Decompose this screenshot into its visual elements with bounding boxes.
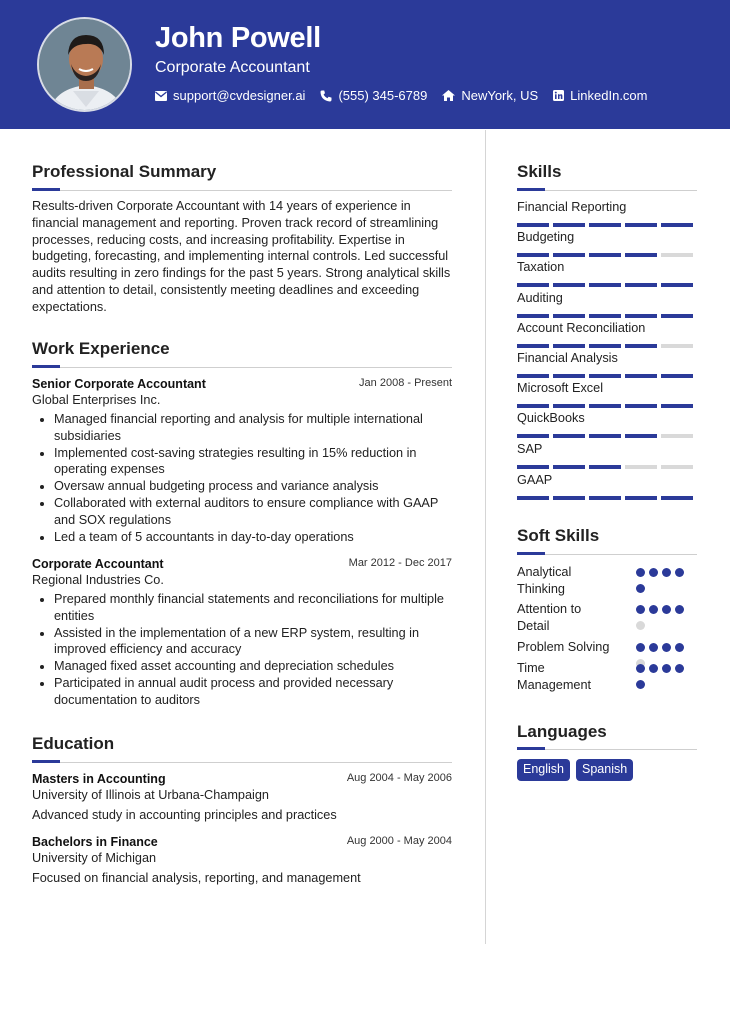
- education-description: Advanced study in accounting principles and practices: [32, 808, 337, 822]
- rating-dot-filled: [636, 605, 645, 614]
- job-entry: [32, 557, 452, 709]
- education-rule: [32, 762, 452, 763]
- contact-linkedin-text: LinkedIn.com: [570, 88, 648, 103]
- contact-email-text: support@cvdesigner.ai: [173, 88, 306, 103]
- skill-item: [517, 442, 697, 456]
- soft-skill-name: Time Management: [517, 661, 592, 692]
- skill-level-segment-filled: [661, 314, 693, 318]
- skill-level-segment-filled: [553, 223, 585, 227]
- skill-level-bar: [517, 344, 697, 348]
- job-company: Regional Industries Co.: [32, 573, 164, 587]
- job-date: Jan 2008 - Present: [359, 377, 452, 389]
- job-date: Mar 2012 - Dec 2017: [348, 557, 452, 569]
- skill-level-segment-filled: [661, 283, 693, 287]
- skill-level-segment-filled: [553, 404, 585, 408]
- summary-text: Results-driven Corporate Accountant with 14 years of experience in financial management and reporting. Proven track record of streamlining processes, reducing costs, and increasing profitability. Expertise in budgeting, forecasting, and implementing internal controls. Led successful audits resulting in zero findings for the past 5 years. Strong analytical skills and attention to detail, consistently meeting deadlines and exceeding expectations.: [32, 199, 451, 314]
- skill-item: [517, 321, 697, 335]
- rating-dot-filled: [636, 680, 645, 689]
- rating-dot-filled: [649, 605, 658, 614]
- skill-level-segment-empty: [661, 344, 693, 348]
- skill-level-segment-filled: [625, 496, 657, 500]
- contact-location: [442, 88, 538, 103]
- rating-dot-filled: [675, 605, 684, 614]
- rating-dot-filled: [662, 664, 671, 673]
- skill-name: SAP: [517, 442, 543, 456]
- education-entry: [32, 835, 452, 885]
- job-bullet: • Collaborated with external auditors to ensure compliance with GAAP and SOX regulations: [54, 495, 452, 529]
- candidate-name: John Powell: [155, 22, 321, 54]
- job-bullet: • Implemented cost-saving strategies resulting in 15% reduction in operating expenses: [54, 445, 452, 479]
- skill-level-bar: [517, 434, 697, 438]
- skill-level-segment-filled: [625, 314, 657, 318]
- soft-skill-item: [517, 564, 697, 597]
- skill-item: [517, 260, 697, 274]
- skill-level-segment-empty: [661, 434, 693, 438]
- skill-level-segment-filled: [517, 344, 549, 348]
- rating-dot-empty: [636, 621, 645, 630]
- skill-level-segment-filled: [553, 434, 585, 438]
- skill-level-segment-filled: [625, 223, 657, 227]
- skill-name: GAAP: [517, 473, 553, 487]
- job-bullet: • Managed financial reporting and analysis for multiple international subsidiaries: [54, 411, 452, 445]
- skill-level-segment-filled: [517, 404, 549, 408]
- skill-name: Taxation: [517, 260, 565, 274]
- skill-name: Financial Reporting: [517, 200, 627, 214]
- skill-item: [517, 351, 697, 365]
- rating-dot-filled: [636, 568, 645, 577]
- linkedin-icon: [553, 90, 564, 101]
- skill-name: Financial Analysis: [517, 351, 618, 365]
- job-bullet: • Assisted in the implementation of a new ERP system, resulting in improved efficiency and accuracy: [54, 625, 452, 659]
- skill-name: Account Reconciliation: [517, 321, 646, 335]
- rating-dot-filled: [675, 664, 684, 673]
- skill-item: [517, 200, 697, 214]
- job-bullet: • Prepared monthly financial statements and reconciliations for multiple entities: [54, 591, 452, 625]
- job-title: Corporate Accountant: [32, 557, 164, 571]
- soft-skills-heading: Soft Skills: [517, 526, 600, 545]
- job-bullet: • Managed fixed asset accounting and depreciation schedules: [54, 658, 452, 675]
- skill-level-bar: [517, 283, 697, 287]
- skill-level-segment-filled: [553, 344, 585, 348]
- skill-level-segment-filled: [661, 404, 693, 408]
- skill-level-bar: [517, 465, 697, 469]
- soft-skill-rating: [636, 605, 696, 635]
- skill-level-segment-filled: [517, 434, 549, 438]
- rating-dot-filled: [662, 568, 671, 577]
- rating-dot-filled: [662, 605, 671, 614]
- skill-level-segment-filled: [589, 434, 621, 438]
- job-bullets: [32, 411, 452, 545]
- education-school: University of Michigan: [32, 851, 157, 865]
- phone-icon: [320, 90, 332, 102]
- job-bullet: • Led a team of 5 accountants in day-to-day operations: [54, 529, 452, 546]
- soft-skill-name: Problem Solving: [517, 640, 610, 654]
- language-tag: English: [517, 759, 570, 781]
- skill-level-bar: [517, 314, 697, 318]
- skill-level-bar: [517, 496, 697, 500]
- skill-level-segment-filled: [625, 283, 657, 287]
- soft-skill-item: [517, 639, 697, 656]
- skill-level-bar: [517, 253, 697, 257]
- education-entry: [32, 772, 452, 822]
- skill-level-segment-filled: [517, 496, 549, 500]
- education-degree: Masters in Accounting: [32, 772, 166, 786]
- summary-rule: [32, 190, 452, 191]
- job-bullet: • Oversaw annual budgeting process and variance analysis: [54, 478, 452, 495]
- skill-item: [517, 473, 697, 487]
- job-bullets: [32, 591, 452, 709]
- education-date: Aug 2000 - May 2004: [346, 835, 452, 847]
- skill-level-segment-filled: [625, 253, 657, 257]
- skill-level-segment-filled: [661, 374, 693, 378]
- skill-level-segment-filled: [589, 404, 621, 408]
- soft-skill-rating: [636, 568, 696, 598]
- skill-level-segment-empty: [625, 465, 657, 469]
- soft-skill-item: [517, 601, 697, 634]
- skill-item: [517, 411, 697, 425]
- skill-level-segment-filled: [661, 223, 693, 227]
- languages-heading: Languages: [517, 722, 607, 741]
- skill-level-bar: [517, 404, 697, 408]
- rating-dot-filled: [636, 584, 645, 593]
- candidate-role: Corporate Accountant: [155, 59, 310, 76]
- language-tag: Spanish: [576, 759, 633, 781]
- summary-accent: [32, 188, 60, 191]
- rating-dot-filled: [636, 643, 645, 652]
- skills-heading: Skills: [517, 162, 562, 181]
- skill-level-segment-filled: [553, 283, 585, 287]
- skill-level-segment-filled: [589, 465, 621, 469]
- skill-level-segment-empty: [661, 253, 693, 257]
- home-icon: [442, 90, 455, 101]
- contact-phone-text: (555) 345-6789: [338, 88, 428, 103]
- rating-dot-filled: [649, 568, 658, 577]
- contact-list: [155, 88, 663, 103]
- skill-level-segment-filled: [589, 344, 621, 348]
- skill-level-segment-filled: [517, 283, 549, 287]
- soft-skill-rating: [636, 664, 696, 694]
- education-degree: Bachelors in Finance: [32, 835, 158, 849]
- soft-skill-name: Attention to Detail: [517, 602, 582, 633]
- resume-header: [0, 0, 730, 129]
- skill-level-segment-filled: [589, 374, 621, 378]
- contact-phone[interactable]: [320, 88, 427, 103]
- rating-dot-filled: [675, 568, 684, 577]
- skill-level-segment-filled: [553, 253, 585, 257]
- experience-rule: [32, 367, 452, 368]
- skill-level-segment-filled: [589, 283, 621, 287]
- rating-dot-filled: [649, 643, 658, 652]
- skill-level-segment-filled: [553, 496, 585, 500]
- job-company: Global Enterprises Inc.: [32, 393, 161, 407]
- column-divider: [485, 130, 486, 944]
- skill-item: [517, 291, 697, 305]
- job-entry: [32, 377, 452, 545]
- experience-accent: [32, 365, 60, 368]
- skill-level-segment-filled: [589, 253, 621, 257]
- education-heading: Education: [32, 734, 115, 753]
- skill-level-segment-filled: [553, 374, 585, 378]
- education-date: Aug 2004 - May 2006: [346, 772, 452, 784]
- skill-level-bar: [517, 374, 697, 378]
- skill-level-segment-filled: [625, 374, 657, 378]
- contact-email[interactable]: [155, 88, 305, 103]
- skill-level-segment-filled: [517, 314, 549, 318]
- skill-level-segment-filled: [553, 314, 585, 318]
- skill-item: [517, 230, 697, 244]
- education-accent: [32, 760, 60, 763]
- skill-name: Budgeting: [517, 230, 575, 244]
- rating-dot-filled: [662, 643, 671, 652]
- job-title: Senior Corporate Accountant: [32, 377, 206, 391]
- skill-name: Auditing: [517, 291, 563, 305]
- skill-level-segment-filled: [553, 465, 585, 469]
- skill-level-segment-filled: [589, 223, 621, 227]
- education-description: Focused on financial analysis, reporting, and management: [32, 871, 361, 885]
- rating-dot-filled: [636, 664, 645, 673]
- soft-skill-item: [517, 660, 697, 693]
- rating-dot-filled: [649, 664, 658, 673]
- skill-level-segment-filled: [625, 404, 657, 408]
- skill-name: Microsoft Excel: [517, 381, 604, 395]
- soft-skills-accent: [517, 552, 545, 555]
- experience-heading: Work Experience: [32, 339, 170, 358]
- skill-level-segment-filled: [517, 374, 549, 378]
- skill-level-segment-filled: [517, 465, 549, 469]
- profile-photo: [37, 17, 132, 112]
- languages-accent: [517, 747, 545, 750]
- skill-name: QuickBooks: [517, 411, 585, 425]
- skill-level-segment-filled: [589, 314, 621, 318]
- skill-level-segment-filled: [517, 253, 549, 257]
- skill-level-segment-filled: [517, 223, 549, 227]
- skill-level-segment-filled: [625, 434, 657, 438]
- education-school: University of Illinois at Urbana-Champaign: [32, 788, 269, 802]
- envelope-icon: [155, 91, 167, 101]
- summary-heading: Professional Summary: [32, 162, 217, 181]
- skills-accent: [517, 188, 545, 191]
- contact-linkedin[interactable]: [553, 88, 647, 103]
- skill-level-segment-filled: [661, 496, 693, 500]
- contact-location-text: NewYork, US: [461, 88, 539, 103]
- rating-dot-filled: [675, 643, 684, 652]
- skill-level-segment-filled: [589, 496, 621, 500]
- job-bullet: • Participated in annual audit process and provided necessary documentation to auditors: [54, 675, 452, 709]
- skill-level-segment-empty: [661, 465, 693, 469]
- skill-level-segment-filled: [625, 344, 657, 348]
- soft-skill-name: Analytical Thinking: [517, 565, 572, 596]
- skill-item: [517, 381, 697, 395]
- skill-level-bar: [517, 223, 697, 227]
